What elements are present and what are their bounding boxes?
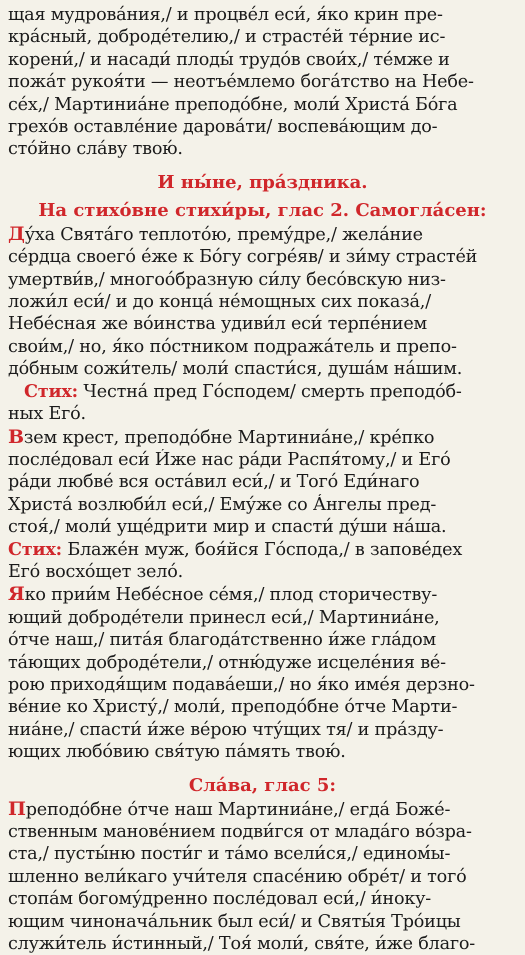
stikh-verse-1 bbox=[8, 381, 517, 426]
text-line: грехо́в оставле́ние дарова́ти/ воспева́ющим до- bbox=[8, 117, 438, 138]
text-line: о́тче наш,/ пита́я благода́тственно и́же гла́дом bbox=[8, 630, 436, 651]
text-line: се́рдца своего́ е́же к Бо́гу согре́яв/ и зи́му страсте́й bbox=[8, 247, 478, 268]
text-line: сто́йно сла́ву твою́. bbox=[8, 139, 183, 160]
text-line: пожа́т рукоя́ти — неотъе́млемо бога́тство на Небе- bbox=[8, 72, 474, 93]
text-line: свои́м,/ но, я́ко по́стником подража́тель и препо- bbox=[8, 336, 457, 357]
text-line: Его́ восхо́щет зело́. bbox=[8, 561, 183, 582]
text-line: ра́ди любве́ вся оста́вил еси́,/ и Того́ Еди́наго bbox=[8, 472, 420, 493]
text-line: шленно вели́каго учи́теля спасе́нию обре́т/ и того́ bbox=[8, 866, 467, 887]
drop-initial: Д bbox=[8, 222, 25, 245]
text-line: после́довал еси́ И́же нас ра́ди Распя́тому,/ и Его́ bbox=[8, 449, 451, 470]
stikh-label: Стих: bbox=[24, 380, 78, 402]
text-line: Ду́ха Свята́го теплото́ю, прему́дре,/ жела́ние bbox=[8, 222, 423, 245]
text-line: рою приходя́щим подава́еши,/ но я́ко име́я дерзно- bbox=[8, 674, 475, 695]
stichera-1 bbox=[8, 223, 517, 381]
heading-stikhovne: На стихо́вне стихи́ры, глас 2. Самогла́сен: bbox=[38, 199, 487, 221]
text-line: до́бным сожи́тель/ моли́ спасти́ся, душа́м на́шим. bbox=[8, 359, 463, 380]
drop-initial: В bbox=[8, 425, 24, 448]
text-line: Христа́ возлюби́л еси́,/ Ему́же со А́нгелы пред- bbox=[8, 494, 437, 515]
drop-initial: П bbox=[8, 797, 26, 820]
text-line: Яко прии́м Небе́сное се́мя,/ плод сторичеству- bbox=[8, 583, 438, 606]
text-line: ных Его́. bbox=[8, 404, 86, 425]
text-line: ющим чиноначáльник был еси́/ и Святы́я Тро́ицы bbox=[8, 911, 461, 932]
text-line: кра́сный, доброде́телию,/ и страсте́й те́рние ис- bbox=[8, 27, 446, 48]
text-line: ющий доброде́тели принесл еси́,/ Мартиниа́не, bbox=[8, 607, 440, 628]
stikh-label: Стих: bbox=[8, 538, 62, 560]
text-line: та́ющих доброде́тели,/ отню́дуже исцеле́ния ве́- bbox=[8, 652, 446, 673]
text-line: служи́тель и́стинный,/ Тоя́ моли́, свя́те, и́же благо- bbox=[8, 934, 476, 955]
text-line: ве́ние ко Христу́,/ моли́, преподо́бне о́тче Марти- bbox=[8, 697, 458, 718]
drop-initial: Я bbox=[8, 583, 25, 606]
text-line: ниа́не,/ спасти́ и́же ве́рою чту́щих тя/ и пра́зду- bbox=[8, 719, 444, 740]
text-line: Стих: Честна́ пред Го́сподем/ смерть преподо́б- bbox=[24, 380, 462, 402]
text-line: Стих: Блаже́н муж, боя́йся Го́спода,/ в запове́дех bbox=[8, 538, 463, 560]
stichera-4 bbox=[8, 798, 517, 955]
text-line: Преподо́бне о́тче наш Мартиниа́не,/ егда́ Боже́- bbox=[8, 797, 451, 820]
text-line: умертви́в,/ многоо́бразную си́лу бесо́вскую низ- bbox=[8, 269, 446, 290]
text-line: ложи́л еси́/ и до конца́ не́мощных сих показа́,/ bbox=[8, 292, 431, 313]
heading-slava: Сла́ва, глас 5: bbox=[188, 774, 337, 796]
stichera-2 bbox=[8, 426, 517, 539]
text-line: ственным мановéнием подви́гся от млада́го во́зра- bbox=[8, 822, 472, 842]
text-line: ста,/ пусты́ню пости́г и та́мо всели́ся,/ едином́ы- bbox=[8, 844, 451, 865]
text-line: се́х,/ Мартиниа́не преподо́бне, моли́ Христа́ Бо́га bbox=[8, 94, 458, 115]
text-line: корени́,/ и насади́ плоды́ трудо́в свои́х,/ те́мже и bbox=[8, 49, 450, 70]
verse-block-continuation bbox=[8, 4, 517, 161]
text-line: ющих любо́вию свя́тую па́мять твою́. bbox=[8, 742, 346, 763]
text-line: стопа́м богому́дренно после́довал еси́,/ и́ноку- bbox=[8, 889, 432, 910]
text-line: Взем крест, преподо́бне Мартиниа́не,/ кре́пко bbox=[8, 425, 435, 448]
text-line: Небе́сная же во́инства удиви́л еси́ терпе́нием bbox=[8, 314, 428, 335]
text-line: щая мудрова́ния,/ и процве́л еси́, я́ко крин пре- bbox=[8, 5, 443, 25]
text-line: стоя́,/ моли́ уще́дрити мир и спасти́ ду́ши на́ша. bbox=[8, 517, 447, 538]
heading-i-nyne: И ны́не, пра́здника. bbox=[157, 171, 368, 193]
stichera-3 bbox=[8, 583, 517, 763]
stikh-verse-2 bbox=[8, 539, 517, 584]
